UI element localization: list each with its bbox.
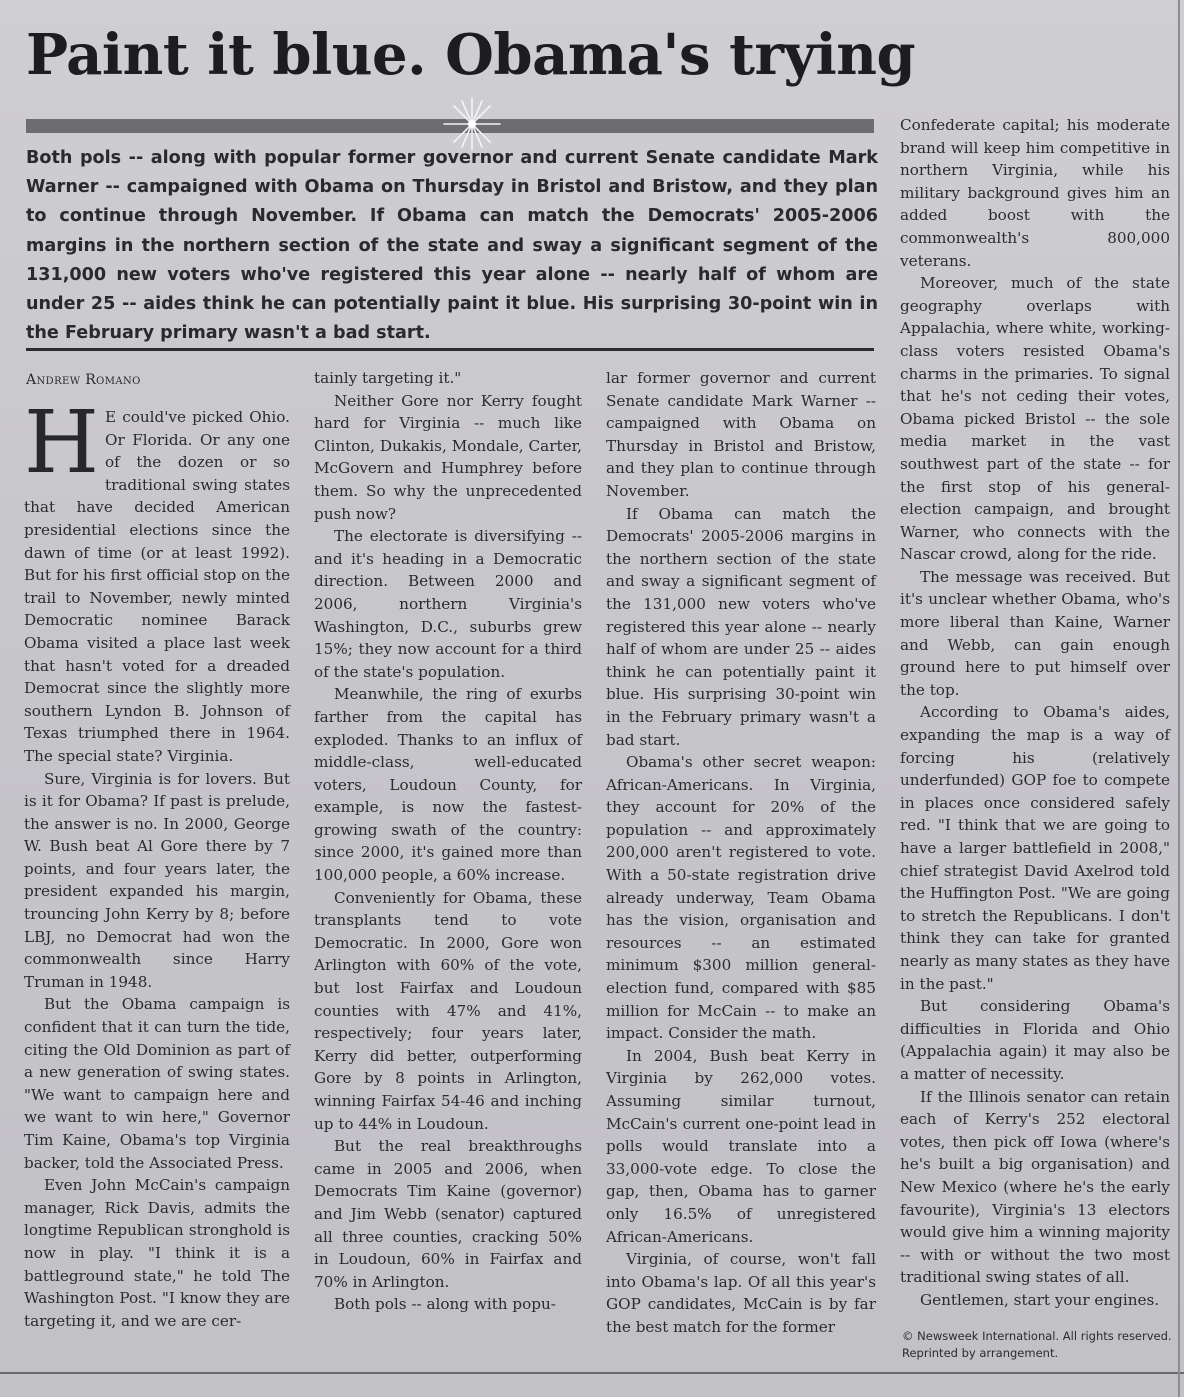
paragraph: Virginia, of course, won't fall into Obama's lap. Of all this year's GOP candidates, McCain is by far the best match for the former	[606, 1250, 876, 1336]
paragraph: Neither Gore nor Kerry fought hard for Virginia -- much like Clinton, Dukakis, Mondale, Carter, McGovern and Humphrey before them. So why the unprecedented push now?	[314, 391, 582, 523]
paragraph: Obama's other secret weapon: African-Americans. In Virginia, they account for 20% of the population -- and approximately 200,000 aren't registered to vote. With a 50-state registration drive already underway, Team Obama has the vision, organisation and resources -- an estimated minimum $300 million general-election fund, compared with $85 million for McCain -- to make an impact. Consider the math.	[606, 753, 876, 1043]
paragraph: Confederate capital; his moderate brand will keep him competitive in northern Virginia, while his military background gives him an added boost with the commonwealth's 800,000 veterans.	[900, 116, 1170, 270]
paragraph: The electorate is diversifying -- and it's heading in a Democratic direction. Between 2000 and 2006, northern Virginia's Washington, D.C., suburbs grew 15%; they now account for a third of the state's population.	[314, 527, 582, 681]
paragraph: The message was received. But it's unclear whether Obama, who's more liberal than Kaine, Warner and Webb, can gain enough ground here to put himself over the top.	[900, 567, 1170, 699]
drop-cap: H	[24, 393, 99, 493]
paragraph: Moreover, much of the state geography overlaps with Appalachia, where white, working-class voters resisted Obama's charms in the primaries. To signal that he's not ceding their votes, Obama picked Bristol -- the sole media market in the vast southwest part of the state -- for the first stop of his general-election campaign, and brought Warner, who connects with the Nascar crowd, along for the ride.	[900, 274, 1170, 564]
page-bottom-rule	[0, 1372, 1184, 1374]
paragraph: Gentlemen, start your engines.	[920, 1290, 1160, 1309]
paragraph: But the Obama campaign is confident that it can turn the tide, citing the Old Dominion as part of a new generation of swing states. "We want to campaign here and we want to win here," Governor Tim Kaine, Obama's top Virginia backer, told the Associated Press.	[24, 995, 290, 1172]
article-column-1	[24, 393, 290, 1332]
headline: Paint it blue. Obama's trying	[26, 22, 916, 88]
article-column-2	[314, 367, 582, 1316]
paragraph: If Obama can match the Democrats' 2005-2006 margins in the northern section of the state and sway a significant segment of the 131,000 new voters who've registered this year alone -- nearly half of whom are under 25 -- aides think he can potentially paint it blue. His surprising 30-point win in the February primary wasn't a bad start.	[606, 504, 876, 749]
paragraph: lar former governor and current Senate candidate Mark Warner -- campaigned with Obama on Thursday in Bristol and Bristow, and they plan to continue through November.	[606, 369, 876, 500]
deck-bottom-rule	[26, 348, 874, 351]
paragraph: Even John McCain's campaign manager, Rick Davis, admits the longtime Republican stronghold is now in play. "I think it is a battleground state," he told The Washington Post. "I know they are targeting it, and we are cer-	[24, 1176, 290, 1330]
paragraph: E could've picked Ohio. Or Florida. Or any one of the dozen or so traditional swing states that have decided American presidential elections since the dawn of time (or at least 1992). But for his first official stop on the trail to November, newly minted Democratic nominee Barack Obama visited a place last week that hasn't voted for a dreaded Democrat since the slightly more southern Lyndon B. Johnson of Texas triumphed there in 1964. The special state? Virginia.	[24, 408, 290, 765]
paragraph: In 2004, Bush beat Kerry in Virginia by 262,000 votes. Assuming similar turnout, McCain's current one-point lead in polls would translate into a 33,000-vote edge. To close the gap, then, Obama has to garner only 16.5% of unregistered African-Americans.	[606, 1046, 876, 1246]
deck-summary: Both pols -- along with popular former governor and current Senate candidate Mark Warner -- campaigned with Obama on Thursday in Bristol and Bristow, and they plan to continue through November. If Obama can match the Democrats' 2005-2006 margins in the northern section of the state and sway a significant segment of the 131,000 new voters who've registered this year alone -- nearly half of whom are under 25 -- aides think he can potentially paint it blue. His surprising 30-point win in the February primary wasn't a bad start.	[26, 148, 878, 344]
reprint-line: Reprinted by arrangement.	[902, 1346, 1059, 1360]
byline: Andrew Romano	[26, 372, 141, 388]
paragraph: Conveniently for Obama, these transplants tend to vote Democratic. In 2000, Gore won Arlington with 60% of the vote, but lost Fairfax and Loudoun counties with 47% and 41%, respectively; four years later, Kerry did better, outperforming Gore by 8 points in Arlington, winning Fairfax 54-46 and inching up to 44% in Loudoun.	[314, 888, 582, 1133]
paragraph: But considering Obama's difficulties in Florida and Ohio (Appalachia again) it may also be a matter of necessity.	[900, 997, 1170, 1083]
page-edge	[1178, 0, 1180, 1397]
paragraph: Both pols -- along with popu-	[334, 1295, 556, 1314]
article-column-3	[606, 367, 876, 1339]
copyright-line: © Newsweek International. All rights reserved.	[902, 1329, 1172, 1343]
copyright-credit	[902, 1328, 1174, 1362]
paragraph: Meanwhile, the ring of exurbs farther from the capital has exploded. Thanks to an influx of middle-class, well-educated voters, Loudoun County, for example, is now the fastest-growing swath of the country: since 2000, it's gained more than 100,000 people, a 60% increase.	[314, 685, 582, 885]
paragraph: According to Obama's aides, expanding the map is a way of forcing his (relatively underfunded) GOP foe to compete in places once considered safely red. "I think that we are going to have a larger battlefield in 2008," chief strategist David Axelrod told the Huffington Post. "We are going to stretch the Republicans. I don't think they can take for granted nearly as many states as they have in the past."	[900, 703, 1170, 993]
paragraph: tainly targeting it."	[314, 369, 462, 387]
paragraph: Sure, Virginia is for lovers. But is it for Obama? If past is prelude, the answer is no. In 2000, George W. Bush beat Al Gore there by 7 points, and four years later, the president expanded his margin, trouncing John Kerry by 8; before LBJ, no Democrat had won the commonwealth since Harry Truman in 1948.	[24, 769, 290, 991]
paragraph: If the Illinois senator can retain each of Kerry's 252 electoral votes, then pick off Iowa (where's he's built a big organisation) and New Mexico (where he's the early favourite), Virginia's 13 electors would give him a winning majority -- with or without the two most traditional swing states of all.	[900, 1087, 1170, 1287]
article-column-4	[900, 114, 1170, 1311]
paragraph: But the real breakthroughs came in 2005 and 2006, when Democrats Tim Kaine (governor) and Jim Webb (senator) captured all three counties, cracking 50% in Loudoun, 60% in Fairfax and 70% in Arlington.	[314, 1137, 582, 1291]
